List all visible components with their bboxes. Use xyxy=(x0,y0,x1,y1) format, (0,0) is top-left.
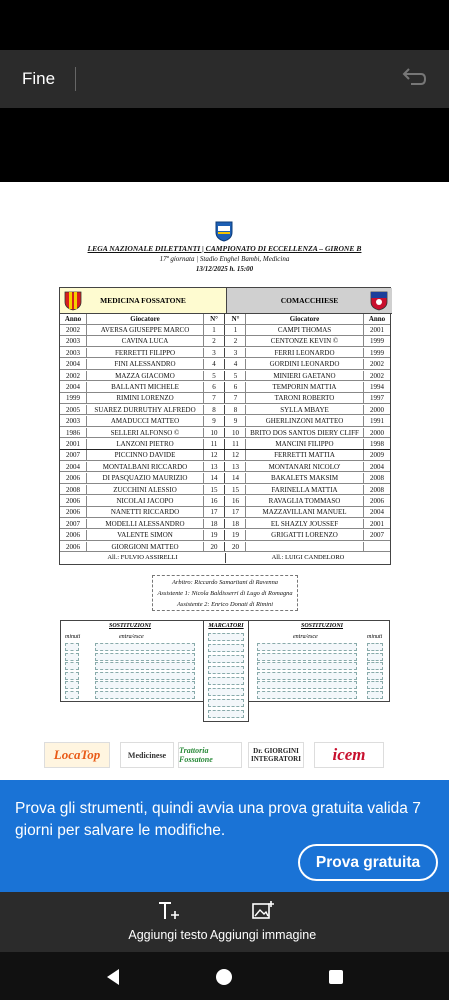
home-player-number: 18 xyxy=(204,519,225,529)
table-row xyxy=(60,462,390,473)
home-player-year: 2003 xyxy=(60,416,87,426)
home-player-name: MAZZA GIACOMO xyxy=(87,371,204,381)
away-team-name: COMACCHIESE xyxy=(280,296,339,305)
home-player-year: 2006 xyxy=(60,530,87,540)
table-row xyxy=(60,496,390,507)
away-player-number: 16 xyxy=(226,496,246,506)
sponsor-medicinese-text: Medicinese xyxy=(127,750,167,760)
away-player-number: 12 xyxy=(226,450,246,460)
away-player-name: MONTANARI NICOLO' xyxy=(246,462,364,472)
substitution-field xyxy=(65,681,79,689)
match-date: 13/12/2025 h. 15:00 xyxy=(195,265,254,273)
away-player-number: 5 xyxy=(226,371,246,381)
home-player-year: 2002 xyxy=(60,371,87,381)
lineup-table xyxy=(59,287,391,565)
away-player-year: 2000 xyxy=(370,428,384,437)
home-player-number: 3 xyxy=(204,348,225,358)
substitution-field xyxy=(367,662,383,670)
home-player-name: VALENTE SIMON xyxy=(87,530,204,540)
away-player-name: GHERLINZONI MATTEO xyxy=(246,416,364,426)
away-player-name: GORDINI LEONARDO xyxy=(246,359,364,369)
home-player-name: ZUCCHINI ALESSIO xyxy=(87,485,204,495)
away-player-year: 2006 xyxy=(370,497,384,505)
column-header-row xyxy=(60,314,390,325)
undo-icon[interactable] xyxy=(399,66,427,92)
back-icon[interactable] xyxy=(102,966,124,988)
home-player-year: 2006 xyxy=(60,496,87,506)
away-player-name: BRITO DOS SANTOS DIERY CLIFF xyxy=(246,428,364,438)
table-row xyxy=(60,450,390,461)
home-player-year: 2006 xyxy=(60,542,87,552)
home-player-name: PICCINNO DAVIDE xyxy=(87,450,204,460)
home-player-name: BALLANTI MICHELE xyxy=(87,382,204,392)
table-row xyxy=(60,336,390,347)
home-player-name: SUAREZ DURRUTHY ALFREDO xyxy=(87,405,204,415)
table-row xyxy=(60,507,390,518)
away-player-number: 8 xyxy=(226,405,246,415)
scorer-field xyxy=(208,655,244,663)
away-player-year xyxy=(364,542,390,552)
away-player-number: 17 xyxy=(226,507,246,517)
away-player-name: SYLLA MBAYE xyxy=(246,405,364,415)
add-image-label: Aggiungi immagine xyxy=(209,928,317,942)
home-player-number: 8 xyxy=(204,405,225,415)
away-player-number: 19 xyxy=(226,530,246,540)
substitution-field xyxy=(65,653,79,661)
num-header: N° xyxy=(226,314,246,324)
table-row xyxy=(60,428,390,439)
away-player-year: 2002 xyxy=(370,371,384,380)
home-player-name: NANETTI RICCARDO xyxy=(87,507,204,517)
substitution-field xyxy=(95,672,195,680)
sponsor-strip xyxy=(0,742,449,772)
substitution-field xyxy=(95,681,195,689)
scorer-field xyxy=(208,633,244,641)
table-row xyxy=(60,439,390,450)
away-player-year: 1997 xyxy=(370,394,384,403)
home-minutes-label: minuti xyxy=(65,634,81,640)
scorer-field xyxy=(208,666,244,674)
away-player-name: TARONI ROBERTO xyxy=(246,393,364,403)
home-player-name: DI PASQUAZIO MAURIZIO xyxy=(87,473,204,483)
home-player-year: 2007 xyxy=(60,450,87,460)
away-player-name: RAVAGLIA TOMMASO xyxy=(246,496,364,506)
home-player-year: 2002 xyxy=(60,325,87,335)
table-row xyxy=(60,405,390,416)
home-player-number: 19 xyxy=(204,530,225,540)
substitution-field xyxy=(367,643,383,651)
substitution-field xyxy=(95,643,195,651)
away-player-name: CENTONZE KEVIN © xyxy=(246,336,364,346)
away-player-year: 2004 xyxy=(370,462,384,471)
away-player-year: 2007 xyxy=(370,531,384,540)
home-player-year: 2005 xyxy=(60,405,87,415)
away-coach: All.: LUIGI CANDELORO xyxy=(271,554,345,561)
home-player-year: 2004 xyxy=(60,359,87,369)
recents-icon[interactable] xyxy=(325,966,347,988)
home-player-name: FERRETTI FILIPPO xyxy=(87,348,204,358)
home-player-year: 1999 xyxy=(60,393,87,403)
top-divider xyxy=(75,67,76,91)
away-player-year: 2008 xyxy=(370,474,384,483)
away-player-name: FARINELLA MATTIA xyxy=(246,485,364,495)
home-player-year: 2006 xyxy=(60,507,87,517)
table-row xyxy=(60,371,390,382)
home-player-name: LANZONI PIETRO xyxy=(87,439,204,449)
edit-toolbar xyxy=(0,892,449,952)
home-player-name: NICOLAI JACOPO xyxy=(87,496,204,506)
substitution-field xyxy=(95,653,195,661)
home-player-year: 2004 xyxy=(60,382,87,392)
table-row xyxy=(60,542,390,553)
substitution-field xyxy=(95,691,195,699)
system-nav-bar xyxy=(0,952,449,1000)
home-player-number: 1 xyxy=(204,325,225,335)
home-player-name: RIMINI LORENZO xyxy=(87,393,204,403)
match-venue: 17ª giornata | Stadio Enghel Bambi, Medicina xyxy=(159,255,290,263)
year-header: Anno xyxy=(368,315,386,323)
home-player-year: 2007 xyxy=(60,519,87,529)
away-player-name xyxy=(246,542,364,552)
substitution-field xyxy=(257,653,357,661)
table-row xyxy=(60,416,390,427)
table-row xyxy=(60,519,390,530)
home-player-number: 16 xyxy=(204,496,225,506)
home-player-number: 11 xyxy=(204,439,225,449)
away-player-number: 7 xyxy=(226,393,246,403)
home-player-name: SELLERI ALFONSO © xyxy=(87,428,204,438)
substitution-field xyxy=(95,662,195,670)
away-player-number: 14 xyxy=(226,473,246,483)
year-header: Anno xyxy=(60,314,87,324)
home-player-number: 7 xyxy=(204,393,225,403)
player-header: Giocatore xyxy=(246,314,364,324)
away-player-name: EL SHAZLY JOUSSEF xyxy=(246,519,364,529)
away-player-year: 2009 xyxy=(370,451,384,460)
home-icon[interactable] xyxy=(213,966,235,988)
away-player-year: 2001 xyxy=(370,519,384,528)
league-title: LEGA NAZIONALE DILETTANTI | CAMPIONATO DI ECCELLENZA – GIRONE B xyxy=(87,244,362,253)
home-team-header xyxy=(60,288,226,314)
away-player-year: 1999 xyxy=(370,348,384,357)
add-text-tool[interactable] xyxy=(124,900,212,948)
scorer-field xyxy=(208,688,244,696)
away-player-number: 11 xyxy=(226,439,246,449)
table-row xyxy=(60,348,390,359)
sponsor-locatop-logo: LocaTop xyxy=(44,742,110,768)
substitution-field xyxy=(65,691,79,699)
home-player-number: 17 xyxy=(204,507,225,517)
pdf-page xyxy=(0,182,449,780)
substitution-field xyxy=(367,672,383,680)
substitution-field xyxy=(367,691,383,699)
home-inout-label: entra/esce xyxy=(119,634,144,640)
scorers-box xyxy=(203,620,249,722)
home-player-number: 5 xyxy=(204,371,225,381)
sponsor-giorgini-line2: INTEGRATORI xyxy=(251,755,301,763)
home-player-number: 15 xyxy=(204,485,225,495)
assistant-1: Assistente 1: Nicola Baldisserri di Lugo di Romagna xyxy=(157,590,293,597)
away-player-number: 20 xyxy=(226,542,246,552)
substitution-field xyxy=(65,662,79,670)
scorer-field xyxy=(208,677,244,685)
away-player-name: MINIERI GAETANO xyxy=(246,371,364,381)
away-player-name: TEMPORIN MATTIA xyxy=(246,382,364,392)
top-bar xyxy=(0,50,449,108)
home-player-number: 9 xyxy=(204,416,225,426)
home-player-name: CAVINA LUCA xyxy=(87,336,204,346)
home-player-number: 14 xyxy=(204,473,225,483)
away-player-year: 2000 xyxy=(370,405,384,414)
sponsor-medicinese-logo xyxy=(120,742,174,768)
home-player-number: 10 xyxy=(204,428,225,438)
home-player-name: MONTALBANI RICCARDO xyxy=(87,462,204,472)
substitution-field xyxy=(367,681,383,689)
home-player-name: GIORGIONI MATTEO xyxy=(87,542,204,552)
substitution-field xyxy=(257,691,357,699)
away-player-year: 1998 xyxy=(370,440,384,448)
away-player-name: BAKALETS MAKSIM xyxy=(246,473,364,483)
free-trial-button[interactable]: Prova gratuita xyxy=(298,844,438,881)
away-player-year: 2004 xyxy=(370,508,384,517)
home-crest-icon xyxy=(64,291,82,311)
away-player-number: 10 xyxy=(226,428,246,438)
home-team-name: MEDICINA FOSSATONE xyxy=(100,296,186,305)
viewer-gap xyxy=(0,108,449,182)
home-player-name: AMADUCCI MATTEO xyxy=(87,416,204,426)
substitution-field xyxy=(257,681,357,689)
away-player-year: 2001 xyxy=(370,326,384,334)
away-player-number: 18 xyxy=(226,519,246,529)
table-row xyxy=(60,530,390,541)
substitution-field xyxy=(65,672,79,680)
substitution-field xyxy=(257,643,357,651)
substitution-field xyxy=(367,653,383,661)
assistant-2: Assistente 2: Enrico Donati di Rimini xyxy=(176,601,274,608)
away-crest-icon xyxy=(370,291,388,311)
add-image-tool[interactable] xyxy=(208,900,318,948)
away-player-name: FERRETTI MATTIA xyxy=(246,450,364,460)
referee: Arbitro: Riccardo Samaritani di Ravenna xyxy=(171,579,279,586)
table-row xyxy=(60,393,390,404)
sponsor-trattoria-logo: Trattoria Fossatone xyxy=(178,742,242,768)
away-player-name: MAZZAVILLANI MANUEL xyxy=(246,507,364,517)
away-player-year: 1991 xyxy=(370,417,384,426)
away-player-name: FERRI LEONARDO xyxy=(246,348,364,358)
away-player-year: 2008 xyxy=(370,485,384,494)
sponsor-giorgini-logo xyxy=(248,742,304,768)
away-player-name: GRIGATTI LORENZO xyxy=(246,530,364,540)
home-player-name: FINI ALESSANDRO xyxy=(87,359,204,369)
promo-message: Prova gli strumenti, quindi avvia una prova gratuita valida 7 giorni per salvare le modifiche. xyxy=(15,800,421,839)
away-player-name: MANCINI FILIPPO xyxy=(246,439,364,449)
away-player-number: 6 xyxy=(226,382,246,392)
home-player-name: AVERSA GIUSEPPE MARCO xyxy=(87,325,204,335)
away-player-number: 2 xyxy=(226,336,246,346)
officials-box xyxy=(152,575,298,611)
num-header: N° xyxy=(204,314,225,324)
away-team-header xyxy=(226,288,392,314)
home-player-year: 2003 xyxy=(60,336,87,346)
player-header: Giocatore xyxy=(87,314,204,324)
home-player-year: 1986 xyxy=(60,428,87,438)
away-player-number: 4 xyxy=(226,359,246,369)
away-player-year: 1994 xyxy=(370,383,384,391)
add-text-icon xyxy=(156,900,180,922)
away-player-year: 2002 xyxy=(370,360,384,369)
sponsor-giorgini-line1: Dr. GIORGINI xyxy=(253,747,299,755)
away-player-year: 1999 xyxy=(370,337,384,346)
home-player-year: 2003 xyxy=(60,348,87,358)
add-image-icon xyxy=(251,900,275,922)
scorer-field xyxy=(208,699,244,707)
home-player-name: MODELLI ALESSANDRO xyxy=(87,519,204,529)
scorer-field xyxy=(208,710,244,718)
lnd-logo-icon xyxy=(214,220,234,242)
done-button[interactable]: Fine xyxy=(22,69,56,88)
table-row xyxy=(60,473,390,484)
scorer-field xyxy=(208,644,244,652)
trial-promo-banner xyxy=(0,780,449,892)
home-player-year: 2001 xyxy=(60,439,87,449)
away-player-number: 9 xyxy=(226,416,246,426)
table-row xyxy=(60,485,390,496)
table-row xyxy=(60,325,390,336)
home-player-number: 6 xyxy=(204,382,225,392)
away-subs-title: SOSTITUZIONI xyxy=(301,623,344,629)
sponsor-icem-logo: icem xyxy=(314,742,384,768)
away-player-number: 13 xyxy=(226,462,246,472)
scorers-title: MARCATORI xyxy=(208,623,244,629)
home-coach: All.: FULVIO ASSIRELLI xyxy=(60,553,226,563)
away-player-number: 1 xyxy=(226,325,246,335)
away-player-name: CAMPI THOMAS xyxy=(246,325,364,335)
home-player-number: 13 xyxy=(204,462,225,472)
home-player-number: 20 xyxy=(204,542,225,552)
coach-row xyxy=(60,553,390,563)
substitution-field xyxy=(257,662,357,670)
home-player-number: 12 xyxy=(204,450,225,460)
add-text-label: Aggiungi testo xyxy=(128,928,208,942)
status-bar xyxy=(0,0,449,50)
home-player-number: 2 xyxy=(204,336,225,346)
away-player-number: 15 xyxy=(226,485,246,495)
home-player-year: 2008 xyxy=(60,485,87,495)
home-player-year: 2004 xyxy=(60,462,87,472)
away-player-number: 3 xyxy=(226,348,246,358)
table-row xyxy=(60,382,390,393)
substitution-field xyxy=(65,643,79,651)
home-player-number: 4 xyxy=(204,359,225,369)
home-player-year: 2006 xyxy=(60,473,87,483)
substitution-field xyxy=(257,672,357,680)
table-row xyxy=(60,359,390,370)
away-inout-label: entra/esce xyxy=(293,634,318,640)
home-subs-title: SOSTITUZIONI xyxy=(109,623,152,629)
away-minutes-label: minuti xyxy=(367,634,383,640)
